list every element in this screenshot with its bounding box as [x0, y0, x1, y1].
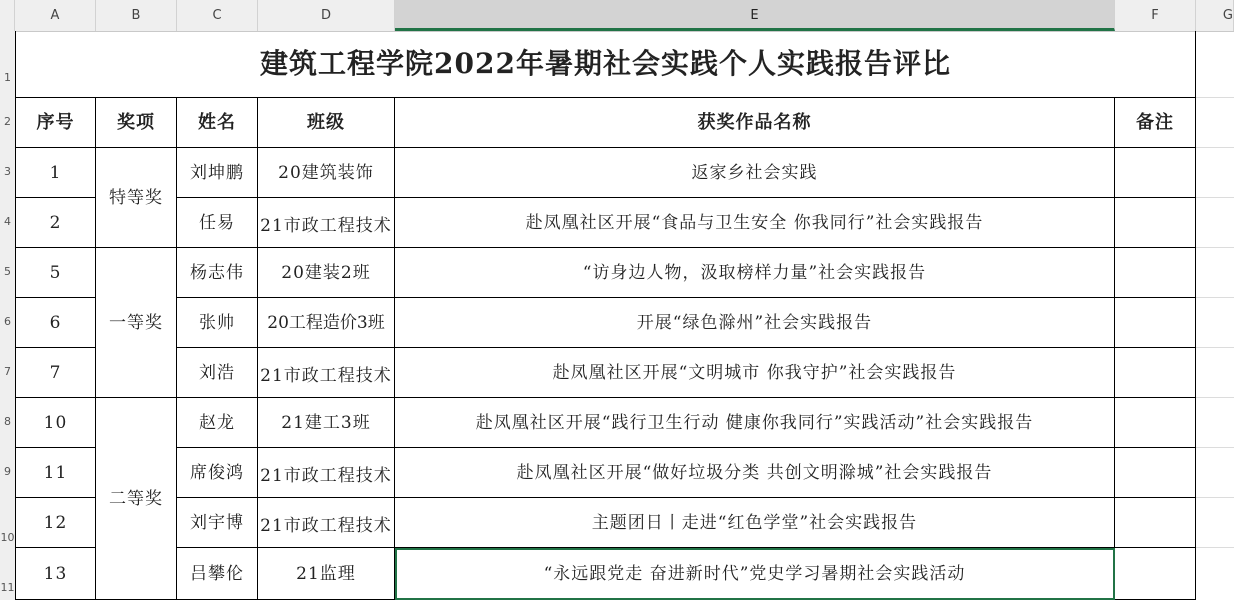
row6-class[interactable]: 21建工3班: [258, 398, 395, 448]
row8-work[interactable]: 主题团日丨走进“红色学堂”社会实践报告: [395, 498, 1115, 548]
gridline: [1196, 397, 1234, 398]
row7-seq[interactable]: 11: [15, 448, 96, 498]
row9-seq[interactable]: 13: [15, 548, 96, 600]
row8-seq[interactable]: 12: [15, 498, 96, 548]
row2-work[interactable]: 赴凤凰社区开展“食品与卫生安全 你我同行”社会实践报告: [395, 198, 1115, 248]
row9-class[interactable]: 21监理: [258, 548, 395, 600]
gridline: [1196, 97, 1234, 98]
column-header-b[interactable]: B: [96, 0, 177, 31]
gridline: [1196, 197, 1234, 198]
row8-remark[interactable]: [1115, 498, 1196, 548]
row7-remark[interactable]: [1115, 448, 1196, 498]
row4-name[interactable]: 张帅: [177, 298, 258, 348]
row4-seq[interactable]: 6: [15, 298, 96, 348]
row9-remark[interactable]: [1115, 548, 1196, 600]
row2-remark[interactable]: [1115, 198, 1196, 248]
row6-work[interactable]: 赴凤凰社区开展“践行卫生行动 健康你我同行”实践活动”社会实践报告: [395, 398, 1115, 448]
row7-name[interactable]: 席俊鸿: [177, 448, 258, 498]
header-award[interactable]: 奖项: [96, 98, 177, 148]
row3-work[interactable]: “访身边人物，汲取榜样力量”社会实践报告: [395, 248, 1115, 298]
header-seq[interactable]: 序号: [15, 98, 96, 148]
row-header-bar: [0, 31, 16, 600]
header-class[interactable]: 班级: [258, 98, 395, 148]
row1-work[interactable]: 返家乡社会实践: [395, 148, 1115, 198]
column-header-g[interactable]: G: [1196, 0, 1234, 31]
row1-class[interactable]: 20建筑装饰: [258, 148, 395, 198]
gridline: [1196, 547, 1234, 548]
row-header-4[interactable]: 4: [4, 215, 11, 228]
row-header-1[interactable]: 1: [4, 71, 11, 84]
row3-name[interactable]: 杨志伟: [177, 248, 258, 298]
row1-name[interactable]: 刘坤鹏: [177, 148, 258, 198]
row5-name[interactable]: 刘浩: [177, 348, 258, 398]
sheet-title[interactable]: 建筑工程学院2022年暑期社会实践个人实践报告评比: [15, 31, 1196, 98]
gridline: [1196, 297, 1234, 298]
row-header-7[interactable]: 7: [4, 365, 11, 378]
row2-name[interactable]: 任易: [177, 198, 258, 248]
row-header-5[interactable]: 5: [4, 265, 11, 278]
gridline: [1196, 347, 1234, 348]
gridline: [1196, 247, 1234, 248]
row4-remark[interactable]: [1115, 298, 1196, 348]
select-all-corner[interactable]: [0, 0, 15, 31]
row5-seq[interactable]: 7: [15, 348, 96, 398]
row8-class[interactable]: 21市政工程技术: [258, 498, 395, 548]
header-name[interactable]: 姓名: [177, 98, 258, 148]
row-header-11[interactable]: 11: [0, 581, 15, 594]
row-header-8[interactable]: 8: [4, 415, 11, 428]
row8-name[interactable]: 刘宇博: [177, 498, 258, 548]
row5-remark[interactable]: [1115, 348, 1196, 398]
row-header-6[interactable]: 6: [4, 315, 11, 328]
row6-name[interactable]: 赵龙: [177, 398, 258, 448]
row4-work[interactable]: 开展“绿色滁州”社会实践报告: [395, 298, 1115, 348]
row4-class[interactable]: 20工程造价3班: [258, 298, 395, 348]
row-header-3[interactable]: 3: [4, 165, 11, 178]
row6-seq[interactable]: 10: [15, 398, 96, 448]
row2-seq[interactable]: 2: [15, 198, 96, 248]
row6-remark[interactable]: [1115, 398, 1196, 448]
row-header-10[interactable]: 10: [0, 531, 15, 544]
row5-work[interactable]: 赴凤凰社区开展“文明城市 你我守护”社会实践报告: [395, 348, 1115, 398]
row1-seq[interactable]: 1: [15, 148, 96, 198]
header-work[interactable]: 获奖作品名称: [395, 98, 1115, 148]
row-header-2[interactable]: 2: [4, 115, 11, 128]
gridline: [1196, 147, 1234, 148]
row2-class[interactable]: 21市政工程技术: [258, 198, 395, 248]
row3-class[interactable]: 20建装2班: [258, 248, 395, 298]
header-remark[interactable]: 备注: [1115, 98, 1196, 148]
column-header-e[interactable]: E: [395, 0, 1115, 31]
row9-name[interactable]: 吕攀伦: [177, 548, 258, 600]
row1-remark[interactable]: [1115, 148, 1196, 198]
column-header-bar: [0, 0, 1234, 32]
column-header-a[interactable]: A: [15, 0, 96, 31]
row7-work[interactable]: 赴凤凰社区开展“做好垃圾分类 共创文明滁城”社会实践报告: [395, 448, 1115, 498]
row5-class[interactable]: 21市政工程技术: [258, 348, 395, 398]
gridline: [1196, 497, 1234, 498]
column-header-f[interactable]: F: [1115, 0, 1196, 31]
award-second[interactable]: 二等奖: [96, 398, 177, 600]
row7-class[interactable]: 21市政工程技术: [258, 448, 395, 498]
award-special[interactable]: 特等奖: [96, 148, 177, 248]
gridline: [1196, 447, 1234, 448]
column-header-c[interactable]: C: [177, 0, 258, 31]
column-header-d[interactable]: D: [258, 0, 395, 31]
award-first[interactable]: 一等奖: [96, 248, 177, 398]
row-header-9[interactable]: 9: [4, 465, 11, 478]
row3-seq[interactable]: 5: [15, 248, 96, 298]
row3-remark[interactable]: [1115, 248, 1196, 298]
row9-work[interactable]: “永远跟党走 奋进新时代”党史学习暑期社会实践活动: [395, 548, 1115, 600]
